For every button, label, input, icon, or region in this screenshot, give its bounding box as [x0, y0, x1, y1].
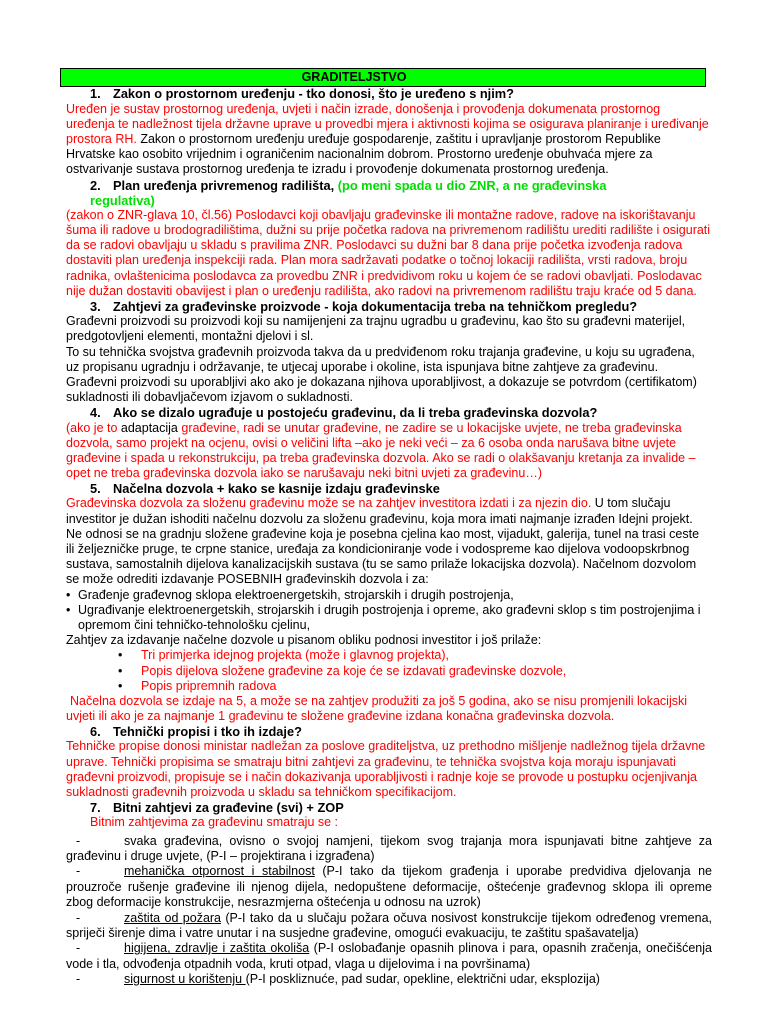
bullet-icon: •: [118, 678, 123, 693]
heading-text: Zakon o prostornom uređenju - tko donosi, što je uređeno s njim?: [113, 86, 514, 102]
paragraph-line: [66, 527, 712, 542]
text-run: sustava, samostalnih dijelova kanalizacijskih sustava (tu se samo prilaže lokacijska dozvola). Načelnom dozvolom: [66, 557, 697, 572]
text-run: adaptacija: [120, 420, 178, 435]
author-note: (po meni spada u dio ZNR, a ne građevinska: [337, 177, 607, 193]
text-run: (P-I tako da tijekom građenja i uporabe predvidiva djelovanja ne: [314, 864, 712, 879]
paragraph-line: [66, 572, 712, 587]
paragraph-line: [66, 117, 712, 132]
paragraph-line: [66, 162, 712, 177]
requirement-term: higijena, zdravlje i zaštita okoliša: [124, 941, 310, 956]
text-run: građevine, radi se unutar građevine, ne zadire se u lokacijske uvjete, ne treba građevinska: [177, 420, 682, 435]
dash-bullet-icon: -: [76, 910, 81, 925]
requirement-item: [66, 834, 712, 849]
list-item: [66, 603, 712, 618]
bullet-icon: •: [66, 587, 71, 602]
text-run: svaka građevina, ovisno o svojoj namjeni, tijekom svog trajanja mora ispunjavati bitne zahtjeve za: [124, 833, 712, 848]
text-run: Bitnim zahtjevima za građevinu smatraju se :: [90, 815, 339, 830]
section-7-heading: [66, 800, 712, 815]
paragraph-line: [66, 496, 712, 511]
text-run: dostaviti plan uređenja inspekciji rada. Plan mora sadržavati podatke o točnoj lokaciji radilišta, vrsti radova, broju: [66, 253, 688, 268]
requirement-term: mehanička otpornost i stabilnost: [124, 864, 315, 879]
paragraph-line: [66, 345, 712, 360]
text-run: prostora RH.: [66, 131, 137, 146]
paragraph-line: [66, 770, 712, 785]
paragraph-line: [66, 147, 712, 162]
heading-text: Ako se dizalo ugrađuje u postojeću građevinu, da li treba građevinska dozvola?: [113, 405, 598, 421]
text-run: spriječi širenje dima i vatre unutar i na susjedne građevine, omogući evakuaciju, te zaštitu spašavatelja): [66, 925, 639, 940]
text-run: Građenje građevnog sklopa elektroenergetskih, strojarskih i drugih postrojenja,: [78, 587, 514, 602]
heading-text: Tehnički propisi i tko ih izdaje?: [113, 724, 302, 740]
paragraph-line: [66, 208, 712, 223]
section-1-heading: [66, 86, 712, 101]
text-run: Ne odnosi se na gradnju složene građevine koja je posebna cjelina kao most, vijadukt, galerija, tunel na trasi ceste: [66, 526, 700, 541]
list-item: [66, 664, 712, 679]
bullet-icon: •: [118, 663, 123, 678]
requirement-item: [66, 911, 712, 926]
text-run: ili željezničke pruge, te crpne stanice, uređaja za kondicioniranje vode i vodospreme kao dijelova vodoopskrbnog: [66, 542, 690, 557]
paragraph-line: [66, 284, 712, 299]
paragraph-line: [66, 375, 712, 390]
text-run: sukladnosti građevnih proizvoda u skladu sa tehničkom specifikacijom.: [66, 785, 457, 800]
paragraph-line: [66, 238, 712, 253]
text-run: Građevinska dozvola za složenu građevinu može se na zahtjev investitora izdati i za njezin dio.: [66, 496, 592, 511]
requirement-item-continuation: [66, 880, 712, 895]
paragraph-line: [66, 512, 712, 527]
paragraph-line: [66, 755, 712, 770]
text-run: To su tehnička svojstva građevnih proizvoda takva da u predviđenom roku trajanja građevine, u koju su ugrađena,: [66, 344, 695, 359]
text-run: Tehničke propise donosi ministar nadležan za poslove graditeljstva, uz prethodno mišljenje nadležnog tijela državne: [66, 739, 706, 754]
requirement-item-continuation: [66, 849, 712, 864]
section-6-heading: [66, 724, 712, 739]
list-item: [66, 648, 712, 663]
text-run: vode i tla, odvođenja otpadnih voda, kruti otpad, vlaga u dijelovima i na površinama): [66, 956, 531, 971]
text-run: Popis dijelova složene građevine za koje će se izdavati građevinske dozvole,: [141, 663, 567, 678]
section-number: 6.: [90, 724, 101, 740]
text-run: Ugrađivanje elektroenergetskih, strojarskih i drugih postrojenja i opreme, ako građevni sklop s tim postrojenjima i: [78, 602, 701, 617]
text-run: investitor je dužan ishoditi načelnu dozvolu za složenu građevinu, koja mora imati najmanje izrađen Idejni projekt.: [66, 511, 693, 526]
paragraph-line: [66, 694, 712, 709]
list-item: [66, 588, 712, 603]
section-number: 3.: [90, 299, 101, 315]
text-run: građevine i spada u rekonstrukciju, pa treba građevinska dozvola. Ako se radi o olakšavanju kretanja za invalide –: [66, 450, 696, 465]
section-3-heading: [66, 299, 712, 314]
text-run: Popis pripremnih radova: [141, 678, 277, 693]
text-run: Tri primjerka idejnog projekta (može i glavnog projekta),: [141, 648, 450, 663]
paragraph-line: [66, 132, 712, 147]
text-run: Zakon o prostornom uređenju uređuje gospodarenje, zaštitu i upravljanje prostorom Republike: [136, 131, 661, 146]
text-run: (P-I tako da u slučaju požara očuva nosivost konstrukcije tijekom određenog vremena,: [221, 910, 712, 925]
text-run: uvjeti ili ako je za najmanje 1 građevinu te složene građevine izdana konačna građevinska dozvola.: [66, 709, 615, 724]
text-run: da se radovi obavljaju u skladu s pravilima ZNR. Poslodavci su dužni bar 8 dana prije početka izvođenja radova: [66, 238, 683, 253]
text-run: građevinu i druge uvjete, (P-I – projektirana i izgrađena): [66, 848, 375, 863]
section-5-heading: [66, 481, 712, 496]
paragraph-line: [66, 739, 712, 754]
section-number: 7.: [90, 800, 101, 816]
requirement-item-continuation: [66, 895, 712, 910]
paragraph-line: [66, 451, 712, 466]
text-run: (ako je to: [66, 420, 121, 435]
requirement-item-continuation: [66, 926, 712, 941]
requirement-item: [66, 972, 712, 987]
text-run: sukladnosti ili dobavljačevom izjavom o sukladnosti.: [66, 390, 353, 405]
heading-text: Načelna dozvola + kako se kasnije izdaju građevinske: [113, 481, 440, 497]
text-run: Uređen je sustav prostornog uređenja, uvjeti i način izrade, donošenja i provođenja dokumenata prostornog: [66, 101, 661, 116]
dash-bullet-icon: -: [76, 833, 81, 848]
text-run: (P-I poskliznuće, pad sudar, opekline, električni udar, eksplozija): [245, 972, 600, 987]
text-run: šuma ili radove u brodogradilištima, dužni su prije početka radova na privremenom radilištu urediti radilište i osigurati: [66, 223, 711, 238]
text-run: uređenja te nadležnost tijela državne uprave u provedbi mjera i aktivnosti kojima se osigurava planiranje i uređivanje: [66, 116, 709, 131]
paragraph-line: [66, 360, 712, 375]
heading-text: Bitni zahtjevi za građevine (svi) + ZOP: [113, 800, 344, 816]
section-number: 5.: [90, 481, 101, 497]
text-run: uz propisanu ugradnju i održavanje, te utjecaj uporabe i okoline, ista ispunjava bitne zahtjeve za građevinu.: [66, 359, 659, 374]
text-run: se može odrediti izdavanje POSEBNIH građevinskih dozvola i za:: [66, 572, 429, 587]
paragraph-line: [66, 314, 712, 329]
requirement-term: zaštita od požara: [124, 910, 222, 925]
section-number: 1.: [90, 86, 101, 102]
text-run: (P-I oslobađanje opasnih plinova i para, opasnih zračenja, onečišćenja: [309, 941, 712, 956]
paragraph-line: [66, 466, 712, 481]
text-run: Načelna dozvola se izdaje na 5, a može se na zahtjev produžiti za još 5 godina, ako se nisu promjenili lokacijski: [70, 693, 688, 708]
author-note-continuation: [66, 193, 712, 208]
paragraph-line: [66, 633, 712, 648]
text-run: (zakon o ZNR-glava 10, čl.56) Poslodavci koji obavljaju građevinske ili montažne radove, radove na iskorištavanju: [66, 207, 696, 222]
page-title: GRADITELJSTVO: [60, 68, 706, 87]
paragraph-line: [66, 329, 712, 344]
heading-text: Zahtjevi za građevinske proizvode - koja dokumentacija treba na tehničkom pregledu?: [113, 299, 638, 315]
document-body: [66, 86, 712, 987]
paragraph-line: [66, 709, 712, 724]
requirement-item: [66, 941, 712, 956]
text-run: Hrvatske kao osobito vrijednim i ograničenim nacionalnim dobrom. Prostorno uređenje obuhvaća mjere za: [66, 147, 653, 162]
section-number: 4.: [90, 405, 101, 421]
text-run: Građevni proizvodi su uporabljivi ako ako je dokazana njihova uporabljivost, a dokazuje se potvrdom (certifikatom): [66, 374, 697, 389]
section-4-heading: [66, 405, 712, 420]
paragraph-line: [66, 390, 712, 405]
text-run: radnika, ovlaštenicima poslodavca za provedbu ZNR i predvidivom roku u kojem će se radovi obavljati. Poslodavac: [66, 268, 702, 283]
requirements-list: [66, 834, 712, 988]
text-run: uprave. Tehnički propisima se smatraju bitni zahtjevi za građevinu, te tehnička svojstva koja moraju ispunjavati: [66, 754, 676, 769]
text-run: dozvola, samo projekt na ocjenu, ovisi o veličini lifta –ako je neki veći – za 6 osoba onda narušava bitne uvjete: [66, 435, 677, 450]
list-item: [66, 679, 712, 694]
text-run: Građevni proizvodi su proizvodi koji su namijenjeni za trajnu ugradbu u građevinu, kao što su građevni materijel,: [66, 314, 686, 329]
paragraph-line: [66, 542, 712, 557]
text-run: opremom čini tehničko-tehnološku cjelinu,: [78, 617, 311, 632]
text-run: predgotovljeni elementi, montažni djelovi i sl.: [66, 329, 314, 344]
paragraph-line: [66, 436, 712, 451]
paragraph-line: [66, 223, 712, 238]
text-run: građevni proizvodi, propisuje se i način dokazivanja uporabljivosti i radnje koje se provode u postupku ocjenjivanja: [66, 769, 697, 784]
section-2-heading: [66, 178, 712, 193]
text-run: Zahtjev za izdavanje načelne dozvole u pisanom obliku podnosi investitor i još prilaže:: [66, 633, 542, 648]
dash-bullet-icon: -: [76, 941, 81, 956]
paragraph-line: [66, 102, 712, 117]
text-run: ostvarivanje sustava prostornog uređenja te izradu i provođenje dokumenata prostornog uređenja.: [66, 162, 609, 177]
bullet-icon: •: [118, 648, 123, 663]
text-run: U tom slučaju: [591, 496, 671, 511]
paragraph-line: [66, 269, 712, 284]
heading-text: Plan uređenja privremenog radilišta,: [113, 177, 338, 193]
dash-bullet-icon: -: [76, 972, 81, 987]
paragraph-line: [66, 253, 712, 268]
text-run: opet ne treba građevinska dozvola iako se narušavaju neki bitni uvjeti za građevinu…): [66, 466, 542, 481]
paragraph-line: [66, 421, 712, 436]
requirement-term: sigurnost u korištenju: [124, 972, 246, 987]
text-run: nije dužan dostaviti obavijest i plan o uređenju radilišta, ako radovi na privremenom radilištu traju kraće od 5 dana.: [66, 283, 697, 298]
requirement-item-continuation: [66, 957, 712, 972]
paragraph-line: [66, 557, 712, 572]
list-item-continuation: [66, 618, 712, 633]
bullet-icon: •: [66, 602, 71, 617]
dash-bullet-icon: -: [76, 864, 81, 879]
paragraph-line: [66, 785, 712, 800]
text-run: prouzroče rušenje građevine ili njenog dijela, nedopuštene deformacije, oštećenje građevnog sklopa ili opreme: [66, 879, 712, 894]
text-run: zbog deformacije konstrukcije, nesrazmjerna oštećenja u odnosu na uzrok): [66, 895, 481, 910]
section-number: 2.: [90, 177, 101, 193]
list-intro: [66, 815, 712, 830]
text-run: regulativa): [90, 192, 155, 208]
requirement-item: [66, 864, 712, 879]
